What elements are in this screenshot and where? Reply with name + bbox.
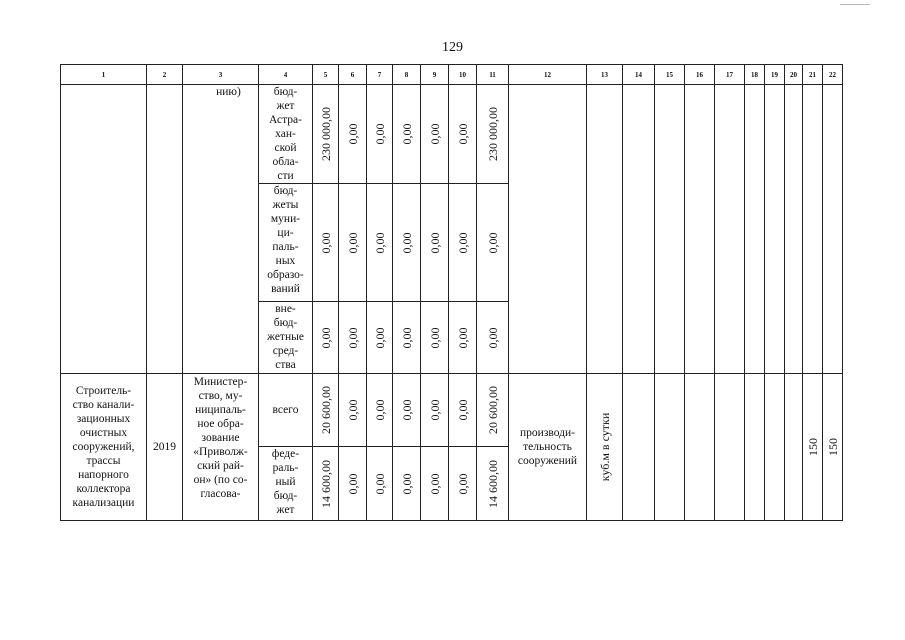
header-row xyxy=(61,65,843,85)
value-text: 230 000,00 xyxy=(318,107,333,161)
col-header: 19 xyxy=(765,65,785,85)
project-year-text: 2019 xyxy=(153,441,176,453)
funding-source-text: бюд- жет Астра- хан- ской обла- сти xyxy=(269,86,302,182)
value-text: 0,00 xyxy=(399,473,414,494)
funding-source xyxy=(259,85,313,184)
value-cell xyxy=(339,447,367,521)
empty-cell xyxy=(655,374,685,521)
empty-cell xyxy=(61,85,147,374)
value-text: 0,00 xyxy=(345,399,360,421)
funding-source xyxy=(259,374,313,447)
value-text: 0,00 xyxy=(427,327,442,348)
value-text: 0,00 xyxy=(345,123,360,145)
funding-source-text: бюд- жеты муни- ци- паль- ных образо- ваний xyxy=(267,185,304,295)
value-cell xyxy=(449,184,477,302)
value-text: 0,00 xyxy=(399,327,414,348)
value-cell xyxy=(421,85,449,184)
value-cell xyxy=(313,374,339,447)
value-cell xyxy=(393,447,421,521)
col-header: 21 xyxy=(803,65,823,85)
unit-cell xyxy=(587,374,623,521)
col-header: 18 xyxy=(745,65,765,85)
col-header: 17 xyxy=(715,65,745,85)
value-text: 0,00 xyxy=(345,327,360,348)
value-cell xyxy=(393,302,421,374)
empty-cell xyxy=(745,374,765,521)
value-cell xyxy=(477,85,509,184)
value-text: 0,00 xyxy=(345,473,360,494)
funding-source-text: феде- раль- ный бюд- жет xyxy=(271,448,300,516)
col-header: 9 xyxy=(421,65,449,85)
empty-cell xyxy=(803,85,823,374)
col-header: 12 xyxy=(509,65,587,85)
page-number: 129 xyxy=(442,40,463,55)
value-cell xyxy=(367,447,393,521)
value-cell xyxy=(421,302,449,374)
project-executor xyxy=(183,374,259,521)
empty-cell xyxy=(623,374,655,521)
col-header: 6 xyxy=(339,65,367,85)
col-header: 16 xyxy=(685,65,715,85)
funding-source-text: всего xyxy=(272,404,299,416)
col-header: 10 xyxy=(449,65,477,85)
empty-cell xyxy=(685,85,715,374)
col-header: 2 xyxy=(147,65,183,85)
col-header: 8 xyxy=(393,65,421,85)
target-value-cell xyxy=(803,374,823,521)
value-cell xyxy=(477,302,509,374)
value-text: 14 600,00 xyxy=(318,459,333,508)
value-cell xyxy=(339,85,367,184)
table-row xyxy=(61,374,843,447)
target-value-cell xyxy=(823,374,843,521)
value-text: 0,00 xyxy=(318,232,333,253)
funding-source-text: вне- бюд- жетные сред- ства xyxy=(267,303,304,371)
col-header: 22 xyxy=(823,65,843,85)
col-header: 1 xyxy=(61,65,147,85)
indicator-cell xyxy=(509,374,587,521)
table-row xyxy=(61,85,843,184)
funding-source xyxy=(259,184,313,302)
project-executor-text: Министер- ство, му- ниципаль- ное обра- зование «Приволж- ский рай- он» (по со- гласова- xyxy=(193,376,248,500)
value-cell xyxy=(367,302,393,374)
value-text: 0,00 xyxy=(485,327,500,348)
empty-cell xyxy=(823,85,843,374)
project-name-text: Строитель- ство канали- зационных очистных сооружений, трассы напорного коллектора канализации xyxy=(72,385,135,509)
value-text: 0,00 xyxy=(427,232,442,253)
value-text: 0,00 xyxy=(399,232,414,253)
value-text: 0,00 xyxy=(372,232,387,253)
value-text: 20 600,00 xyxy=(485,386,500,434)
empty-cell xyxy=(685,374,715,521)
value-text: 20 600,00 xyxy=(318,386,333,434)
value-cell xyxy=(449,374,477,447)
value-cell xyxy=(313,447,339,521)
col-header: 4 xyxy=(259,65,313,85)
value-text: 230 000,00 xyxy=(485,107,500,161)
value-cell xyxy=(313,302,339,374)
value-text: 14 600,00 xyxy=(485,459,500,508)
value-cell xyxy=(313,184,339,302)
executor-tail-text: нию) xyxy=(216,86,241,98)
col-header: 3 xyxy=(183,65,259,85)
value-text: 0,00 xyxy=(427,399,442,421)
value-text: 0,00 xyxy=(372,473,387,494)
value-text: 0,00 xyxy=(372,399,387,421)
value-cell xyxy=(367,85,393,184)
col-header: 15 xyxy=(655,65,685,85)
value-cell xyxy=(313,85,339,184)
empty-cell xyxy=(715,85,745,374)
value-text: 0,00 xyxy=(455,327,470,348)
empty-cell xyxy=(765,374,785,521)
value-text: 0,00 xyxy=(318,327,333,348)
value-text: 0,00 xyxy=(345,232,360,253)
value-cell xyxy=(393,85,421,184)
project-name xyxy=(61,374,147,521)
value-cell xyxy=(477,447,509,521)
value-text: 0,00 xyxy=(372,123,387,145)
project-year xyxy=(147,374,183,521)
empty-cell xyxy=(715,374,745,521)
col-header: 13 xyxy=(587,65,623,85)
value-cell xyxy=(339,184,367,302)
col-header: 5 xyxy=(313,65,339,85)
value-text: 0,00 xyxy=(427,473,442,494)
value-cell xyxy=(421,374,449,447)
value-cell xyxy=(393,374,421,447)
col-header: 11 xyxy=(477,65,509,85)
executor-continued xyxy=(183,85,259,374)
value-cell xyxy=(339,302,367,374)
empty-cell xyxy=(509,85,587,374)
value-cell xyxy=(339,374,367,447)
empty-cell xyxy=(785,374,803,521)
value-cell xyxy=(367,184,393,302)
empty-cell xyxy=(655,85,685,374)
value-text: 0,00 xyxy=(372,327,387,348)
value-cell xyxy=(393,184,421,302)
value-text: 0,00 xyxy=(455,473,470,494)
scan-artifact xyxy=(840,4,870,5)
value-cell xyxy=(477,184,509,302)
value-text: 0,00 xyxy=(485,232,500,253)
funding-source xyxy=(259,447,313,521)
value-text: 0,00 xyxy=(455,123,470,145)
col-header: 20 xyxy=(785,65,803,85)
budget-table xyxy=(60,64,843,521)
value-text: 0,00 xyxy=(455,399,470,421)
empty-cell xyxy=(587,85,623,374)
value-cell xyxy=(449,85,477,184)
value-cell xyxy=(449,447,477,521)
value-cell xyxy=(449,302,477,374)
col-header: 14 xyxy=(623,65,655,85)
value-cell xyxy=(367,374,393,447)
empty-cell xyxy=(785,85,803,374)
target-value-text: 150 xyxy=(825,438,840,456)
empty-cell xyxy=(745,85,765,374)
indicator-text: производи- тельность сооружений xyxy=(517,427,578,467)
value-cell xyxy=(421,184,449,302)
target-value-text: 150 xyxy=(805,438,820,456)
empty-cell xyxy=(623,85,655,374)
empty-cell xyxy=(147,85,183,374)
funding-source xyxy=(259,302,313,374)
value-text: 0,00 xyxy=(399,399,414,421)
value-cell xyxy=(477,374,509,447)
value-cell xyxy=(421,447,449,521)
value-text: 0,00 xyxy=(399,123,414,145)
value-text: 0,00 xyxy=(427,123,442,145)
empty-cell xyxy=(765,85,785,374)
col-header: 7 xyxy=(367,65,393,85)
value-text: 0,00 xyxy=(455,232,470,253)
unit-text: куб.м в сутки xyxy=(597,412,612,482)
